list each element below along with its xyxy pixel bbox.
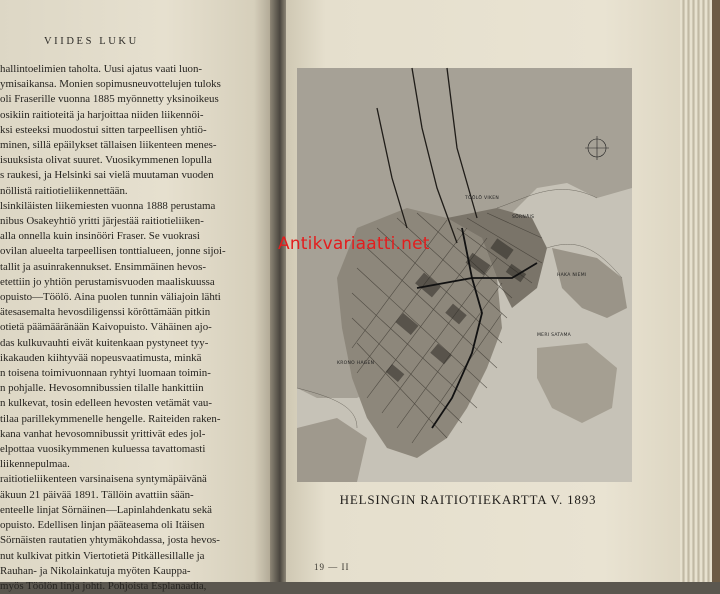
text-line: liikennepulmaa.	[0, 458, 70, 471]
helsinki-map-illustration	[297, 68, 632, 482]
text-line: nibus Osakeyhtiö yritti järjestää raitiotieliiken-	[0, 215, 204, 228]
tram-map-image	[297, 68, 632, 482]
text-line: n pohjalle. Hevosomnibussien tilalle hankittiin	[0, 382, 204, 395]
text-line: minen, sillä epäilykset tällaisen liikenteen menes-	[0, 139, 217, 152]
text-line: s raukesi, ja Helsinki sai vielä muutaman vuoden	[0, 169, 214, 182]
text-line: ovilan alueelta tarpeellisen tonttialueen, jonne sijoi-	[0, 245, 226, 258]
text-line: äkuun 21 päivää 1891. Tällöin avattiin sään-	[0, 488, 194, 501]
map-label: HAKA NIEMI	[557, 273, 587, 278]
text-line: etettiin jo yhtiön perustamisvuoden maaliskuussa	[0, 275, 215, 288]
text-line: ikakauden kiihtyvää nopeusvaatimusta, minkä	[0, 351, 202, 364]
running-head: VIIDES LUKU	[44, 36, 139, 47]
text-line: osikiin raitioteitä ja harjoittaa niiden liikennöi-	[0, 108, 204, 121]
left-page	[0, 0, 276, 592]
text-line: hallintoelimien taholta. Uusi ajatus vaati luon-	[0, 63, 203, 75]
text-line: ksi esteeksi muodostui sitten tarpeellisen yhtiö-	[0, 123, 207, 136]
text-line: n kulkevat, tosin edelleen hevosten vetämät vau-	[0, 397, 212, 410]
text-line: elpottaa vuosikymmenen kuluessa tavattomasti	[0, 443, 206, 456]
text-line: tilaa parillekymmenelle hengelle. Raiteiden raken-	[0, 412, 221, 425]
text-line: Rauhan- ja Nikolainkatuja myöten Kauppa-	[0, 564, 191, 577]
book-cover-edge	[712, 0, 720, 582]
map-label: KRONO HAGEN	[337, 361, 375, 366]
text-line: das kulkuvauhti eivät kuitenkaan pystyneet tyy-	[0, 336, 209, 349]
map-label: SÖRNÄIS	[512, 215, 535, 220]
text-line: opuisto. Edellisen linjan pääteasema oli Itäisen	[0, 519, 205, 532]
body-text	[0, 62, 262, 594]
map-label: MERI SATAMA	[537, 333, 572, 338]
text-line: raitiotieliikenteen varsinaisena syntymäpäivänä	[0, 473, 207, 486]
map-label: TÖÖLÖ VIKEN	[465, 196, 500, 201]
text-line: tallit ja asuinrakennukset. Ensimmäinen hevos-	[0, 260, 206, 273]
text-line: Sörnäisten rautatien yhtymäkohdassa, josta hevos-	[0, 534, 220, 547]
text-line: alla onnella kuin insinööri Fraser. Se vuokrasi	[0, 230, 200, 243]
text-line: isuuksista olivat suuret. Vuosikymmenen lopulla	[0, 154, 212, 167]
text-line: enteelle linjat Sörnäinen—Lapinlahdenkatu sekä	[0, 503, 212, 516]
text-line: ymisaikansa. Monien sopimusneuvottelujen tuloks	[0, 78, 221, 91]
text-line: kana vanhat hevosomnibussit yrittivät edes jol-	[0, 427, 206, 440]
text-line: opuisto—Töölö. Aina puolen tunnin väliajoin lähti	[0, 291, 221, 304]
text-line: otietä päämääränään Kaivopuisto. Vähäinen ajo-	[0, 321, 212, 334]
page-edges	[680, 0, 720, 582]
text-line: ätesasemalta hevosdiligenssi körôttämään pitkin	[0, 306, 211, 319]
text-line: oli Fraserille vuonna 1885 myönnetty yksinoikeus	[0, 93, 219, 106]
map-caption: HELSINGIN RAITIOTIEKARTTA V. 1893	[339, 492, 597, 507]
text-line: n toisena toimivuonnaan ryhtyi luomaan toimin-	[0, 367, 211, 380]
text-line: nöllistä raitiotieliikennettään.	[0, 184, 128, 197]
text-line: nut kulkivat pitkin Viertotietä Pitkällesillalle ja	[0, 549, 205, 562]
text-line: myös Töölön linja johti. Pohjoista Esplanaadia,	[0, 579, 207, 592]
text-line: lsinkiläisten liikemiesten vuonna 1888 perustama	[0, 199, 216, 212]
watermark: Antikvariaatti.net	[278, 234, 430, 254]
page-signature: 19 — II	[314, 562, 350, 572]
